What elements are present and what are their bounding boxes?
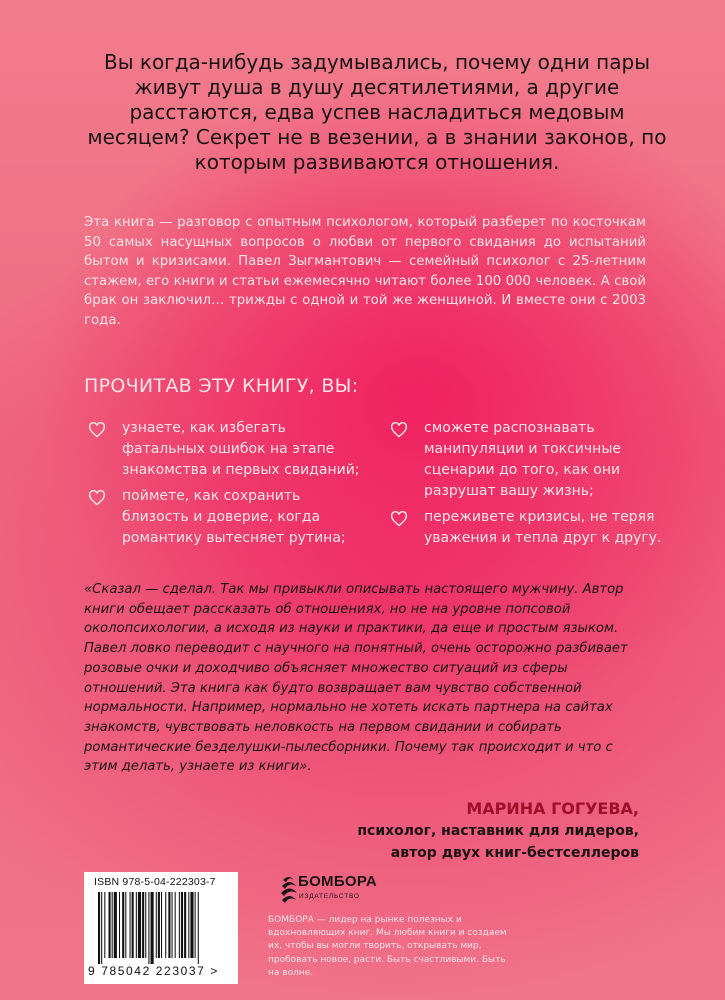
barcode-bar bbox=[181, 892, 183, 958]
about-paragraph: Эта книга — разговор с опытным психологом, который разберет по косточкам 50 самых насущных вопросов о любви от первого свидания до испытаний бытом и кризисами. Павел Зыгмантович — семейный психолог с 25-летним стажем, его книги и статьи ежемесячно читают более 100 000 человек. А свой брак он заключил… трижды с одной и той же женщиной. И вместе они с 2003 года. bbox=[84, 215, 646, 328]
barcode bbox=[98, 892, 228, 964]
barcode-bar bbox=[165, 892, 166, 958]
barcode-bar bbox=[122, 892, 124, 958]
barcode-bar bbox=[195, 892, 196, 958]
barcode-digits: 9 785042 223037 > bbox=[88, 964, 219, 978]
barcode-bar bbox=[148, 892, 149, 964]
barcode-bar bbox=[188, 892, 189, 958]
barcode-bar bbox=[109, 892, 111, 958]
barcode-bar bbox=[172, 892, 173, 958]
barcode-bar bbox=[130, 892, 131, 958]
publisher-logo-name: БОМБОРА bbox=[298, 873, 378, 890]
benefit-text: узнаете, как избегать фатальных ошибок на этапе знакомства и первых свиданий; bbox=[122, 420, 360, 478]
heart-icon bbox=[390, 422, 408, 438]
barcode-bar bbox=[145, 892, 146, 958]
benefit-text: поймете, как сохранить близость и доверие, когда романтику вытесняет рутина; bbox=[122, 488, 346, 546]
barcode-bar bbox=[179, 892, 180, 958]
barcode-bar bbox=[119, 892, 120, 958]
publisher-logo-subtitle: ИЗДАТЕЛЬСТВО bbox=[299, 893, 360, 900]
barcode-bar bbox=[104, 892, 105, 958]
readers-title: ПРОЧИТАВ ЭТУ КНИГУ, ВЫ: bbox=[84, 375, 359, 397]
barcode-bar bbox=[101, 892, 102, 964]
barcode-bar bbox=[98, 892, 100, 964]
author-name: МАРИНА ГОГУЕВА, bbox=[466, 799, 639, 818]
barcode-bar bbox=[156, 892, 157, 958]
intro-paragraph: Вы когда-нибудь задумывались, почему одни пары живут душа в душу десятилетиями, а другие расстаются, едва успев насладиться медовым месяцем? Секрет не в везении, а в знании законов, по которым развиваются отношения. bbox=[87, 50, 667, 174]
barcode-bar bbox=[151, 892, 154, 964]
author-role: психолог, наставник для лидеров, bbox=[357, 823, 639, 839]
barcode-bar bbox=[112, 892, 113, 958]
barcode-bar bbox=[190, 892, 193, 958]
barcode-bar bbox=[198, 892, 199, 964]
barcode-bar bbox=[132, 892, 134, 958]
isbn-label: ISBN 978-5-04-222303-7 bbox=[94, 876, 216, 888]
author-role: автор двух книг-бестселлеров bbox=[390, 845, 639, 861]
barcode-bar bbox=[184, 892, 186, 958]
barcode-bar bbox=[168, 892, 170, 958]
quote-author bbox=[279, 798, 639, 864]
barcode-bar bbox=[142, 892, 144, 958]
barcode-bar bbox=[138, 892, 141, 958]
benefit-text: сможете распознавать манипуляции и токсичные сценарии до того, как они разрушат вашу жизнь; bbox=[424, 420, 621, 499]
publisher-description: БОМБОРА — лидер на рынке полезных и вдохновляющих книг. Мы любим книги и создаем их, чтобы вы могли творить, открывать мир, пробовать новое, расти. Быть счастливыми. Быть на волне. bbox=[268, 915, 507, 978]
heart-icon bbox=[390, 511, 408, 527]
benefit-text: переживете кризисы, не теряя уважения и тепла друг к другу. bbox=[424, 509, 662, 546]
review-quote: «Сказал — сделал. Так мы привыкли описывать настоящего мужчину. Автор книги обещает рассказать об отношениях, но не на уровне попсовой околопсихологии, а исходя из науки и практики, да еще и простым языком. Павел ловко переводит с научного на понятный, очень осторожно разбивает розовые очки и доходчиво объясняет множество ситуаций из сферы отношений. Эта книга как будто возвращает вам чувство собственной нормальности. Например, нормально не хотеть искать партнера на сайтах знакомств, чувствовать неловкость на первом свидании и собирать романтические безделушки-пылесборники. Почему так происходит и что с этим делать, узнаете из книги». bbox=[84, 582, 628, 775]
barcode-bar bbox=[161, 892, 162, 958]
isbn-barcode-box bbox=[84, 872, 238, 984]
barcode-bar bbox=[158, 892, 160, 958]
barcode-bar bbox=[175, 892, 176, 958]
barcode-bar bbox=[136, 892, 137, 958]
heart-icon bbox=[88, 422, 106, 438]
barcode-bar bbox=[125, 892, 126, 958]
barcode-bar bbox=[114, 892, 117, 958]
heart-icon bbox=[88, 490, 106, 506]
